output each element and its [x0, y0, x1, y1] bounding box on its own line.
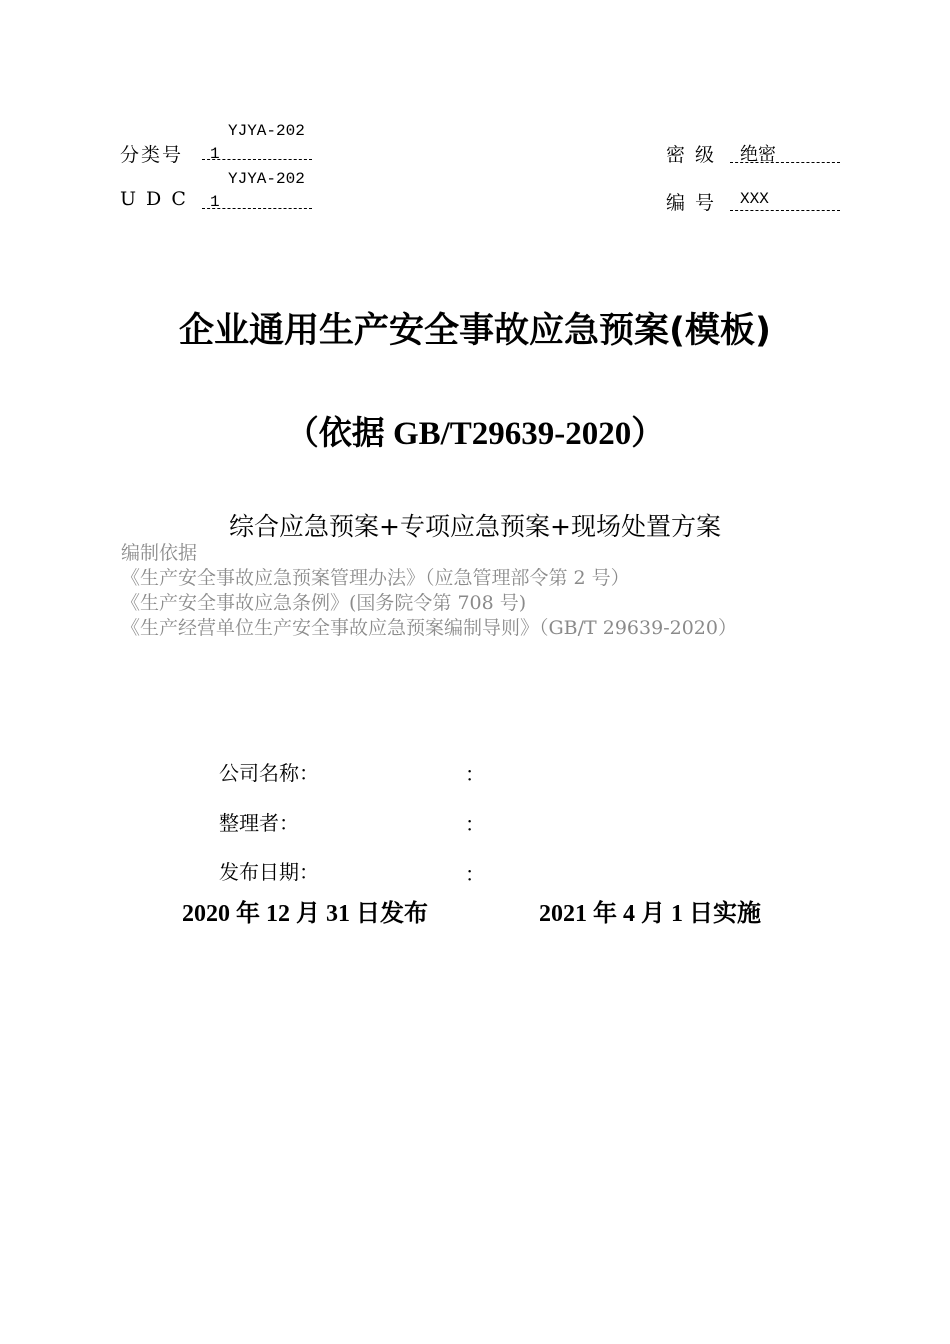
basis-item-1: 《生产安全事故应急预案管理办法》（应急管理部令第 2 号）	[121, 567, 630, 589]
basis-heading: 编制依据	[121, 542, 198, 564]
document-title: 企业通用生产安全事故应急预案(模板)	[179, 311, 771, 351]
plan-scope: 综合应急预案+专项应急预案+现场处置方案	[229, 512, 721, 541]
udc-underline	[202, 208, 312, 209]
subtitle-standard-code: GB/T29639-2020	[384, 416, 632, 452]
class-no-underline	[202, 159, 312, 160]
udc-label: U D C	[120, 188, 188, 210]
organizer-colon: ：	[465, 812, 485, 836]
company-name-colon: ：	[465, 762, 485, 786]
release-date: 2020 年 12 月 31 日发布	[182, 901, 428, 927]
release-date-label: 发布日期：	[219, 860, 319, 884]
class-no-value-line1: YJYA-202	[228, 122, 305, 140]
subtitle-prefix: （依据	[285, 413, 385, 452]
compilation-basis	[121, 541, 737, 641]
basis-item-3: 《生产经营单位生产安全事故应急预案编制导则》（GB/T 29639-2020）	[121, 617, 737, 639]
organizer-label: 整理者：	[219, 811, 299, 835]
class-no-value-line2: 1	[210, 145, 220, 163]
release-date-colon: ：	[465, 862, 485, 886]
company-name-label: 公司名称：	[219, 761, 319, 785]
doc-number-value: XXX	[740, 190, 769, 208]
subtitle-suffix: ）	[631, 413, 665, 452]
udc-value-line1: YJYA-202	[228, 170, 305, 188]
secret-level-value: 绝密	[740, 144, 776, 165]
secret-level-label: 密 级	[666, 144, 717, 166]
document-subtitle	[0, 407, 950, 454]
class-no-label: 分类号	[120, 144, 184, 166]
basis-item-2: 《生产安全事故应急条例》(国务院令第 708 号)	[121, 592, 527, 614]
doc-number-underline	[730, 210, 840, 211]
secret-level-underline	[730, 162, 840, 163]
udc-value-line2: 1	[210, 193, 220, 211]
doc-number-label: 编 号	[666, 192, 717, 214]
effective-date: 2021 年 4 月 1 日实施	[539, 901, 761, 927]
